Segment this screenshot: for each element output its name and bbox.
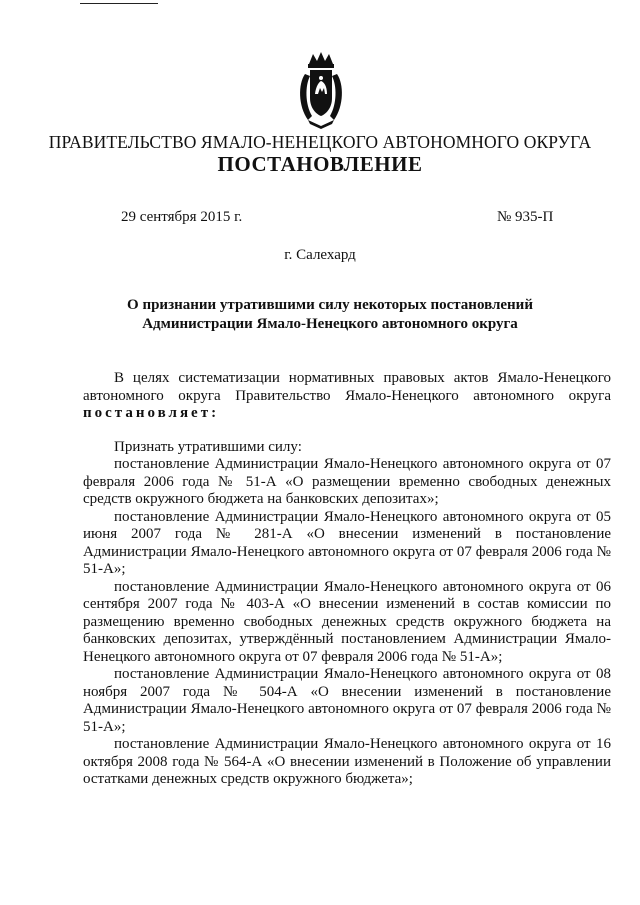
list-item: постановление Администрации Ямало-Ненецкого автономного округа от 07 февраля 2006 года № 51-А «О размещении временно свободных денежных средств окружного бюджета на банковских депозитах»; (83, 456, 611, 507)
document-number: № 935-П (497, 209, 554, 225)
government-name: ПРАВИТЕЛЬСТВО ЯМАЛО-НЕНЕЦКОГО АВТОНОМНОГО ОКРУГА (48, 132, 592, 152)
title-line-1: О признании утратившими силу некоторых постановлений (127, 297, 533, 313)
document-city: г. Салехард (284, 247, 356, 263)
list-item: постановление Администрации Ямало-Ненецкого автономного округа от 05 июня 2007 года № 281-А «О внесении изменений в постановление Администрации Ямало-Ненецкого автономного округа от 07 февраля 2006 года № 51-А»; (83, 508, 611, 577)
list-item: постановление Администрации Ямало-Ненецкого автономного округа от 08 ноября 2007 года № 504-А «О внесении изменений в постановление Администрации Ямало-Ненецкого автономного округа от 07 февраля 2006 года № 51-А»; (83, 666, 611, 735)
decision-intro: Признать утратившими силу: (114, 438, 302, 455)
document-type: ПОСТАНОВЛЕНИЕ (217, 152, 423, 176)
title-line-2: Администрации Ямало-Ненецкого автономного округа (142, 316, 518, 332)
coat-of-arms-icon (296, 50, 346, 130)
preamble-text: В целях систематизации нормативных правовых актов Ямало-Ненецкого автономного округа Правительство Ямало-Ненецкого автономного округа (83, 370, 611, 404)
top-rule (80, 3, 158, 4)
document-title (60, 296, 600, 334)
document-date: 29 сентября 2015 г. (121, 209, 243, 225)
preamble (83, 370, 611, 423)
preamble-verb: постановляет: (83, 405, 220, 421)
list-item: постановление Администрации Ямало-Ненецкого автономного округа от 06 сентября 2007 года № 403-А «О внесении изменений в состав комиссии по размещению временно свободных денежных средств окружного бюджета на банковских депозитах, утверждённый постановлением Администрации Ямало-Ненецкого автономного округа от 07 февраля 2006 года № 51-А»; (83, 578, 611, 665)
document-body (83, 370, 611, 789)
list-item: постановление Администрации Ямало-Ненецкого автономного округа от 16 октября 2008 года № 564-А «О внесении изменений в Положение об управлении остатками денежных средств окружного бюджета»; (83, 736, 611, 787)
